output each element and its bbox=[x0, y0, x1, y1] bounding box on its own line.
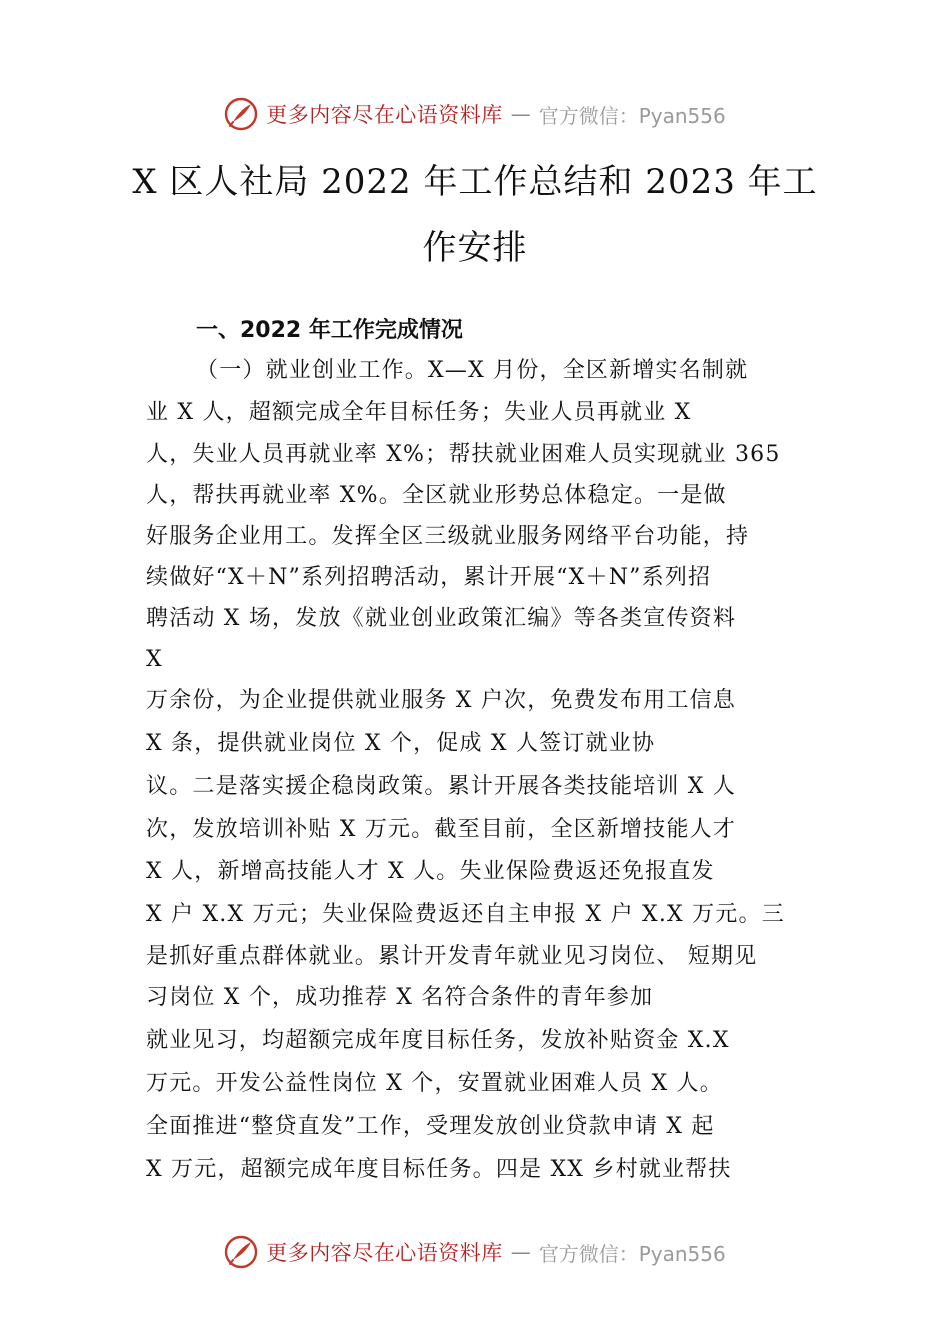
quill-logo-icon bbox=[224, 97, 258, 131]
body-line: 习岗位 X 个，成功推荐 X 名符合条件的青年参加 bbox=[146, 985, 654, 1010]
body-line: 人，失业人员再就业率 X%；帮扶就业困难人员实现就业 365 bbox=[146, 442, 781, 467]
body-line: 续做好“X＋N”系列招聘活动，累计开展“X＋N”系列招 bbox=[146, 565, 712, 590]
body-line: 人，帮扶再就业率 X%。全区就业形势总体稳定。一是做 bbox=[146, 483, 727, 508]
body-line: 聘活动 X 场，发放《就业创业政策汇编》等各类宣传资料 bbox=[146, 606, 737, 631]
body-line: X 人，新增高技能人才 X 人。失业保险费返还免报直发 bbox=[146, 859, 715, 884]
quill-logo-icon bbox=[224, 1235, 258, 1269]
section-heading: 一、2022 年工作完成情况 bbox=[196, 318, 463, 343]
body-line: X 条，提供就业岗位 X 个，促成 X 人签订就业协 bbox=[146, 731, 656, 756]
body-line: 好服务企业用工。发挥全区三级就业服务网络平台功能，持 bbox=[146, 524, 750, 549]
watermark-brand: 更多内容尽在心语资料库 bbox=[266, 1241, 503, 1265]
body-line: X 户 X.X 万元；失业保险费返还自主申报 X 户 X.X 万元。三 bbox=[146, 902, 785, 927]
body-line: 万元。开发公益性岗位 X 个，安置就业困难人员 X 人。 bbox=[146, 1071, 723, 1096]
watermark-contact: 官方微信：Pyan556 bbox=[538, 103, 726, 128]
body-line: 议。二是落实援企稳岗政策。累计开展各类技能培训 X 人 bbox=[146, 774, 737, 799]
watermark-brand: 更多内容尽在心语资料库 bbox=[266, 103, 503, 127]
body-line: 业 X 人，超额完成全年目标任务；失业人员再就业 X bbox=[146, 400, 692, 425]
body-line: 次，发放培训补贴 X 万元。截至目前，全区新增技能人才 bbox=[146, 817, 737, 842]
body-line: X 万元，超额完成年度目标任务。四是 XX 乡村就业帮扶 bbox=[146, 1157, 732, 1182]
body-line: X bbox=[146, 647, 163, 672]
watermark-separator: — bbox=[510, 102, 531, 126]
watermark-separator: — bbox=[510, 1240, 531, 1264]
body-line: 就业见习，均超额完成年度目标任务，发放补贴资金 X.X bbox=[146, 1028, 730, 1053]
body-line: 万余份，为企业提供就业服务 X 户次，免费发布用工信息 bbox=[146, 688, 737, 713]
body-line: 是抓好重点群体就业。累计开发青年就业见习岗位、 短期见 bbox=[146, 944, 758, 969]
body-line: 全面推进“整贷直发”工作，受理发放创业贷款申请 X 起 bbox=[146, 1114, 715, 1139]
watermark-contact: 官方微信：Pyan556 bbox=[538, 1241, 726, 1266]
watermark-header bbox=[0, 94, 950, 134]
watermark-footer bbox=[0, 1232, 950, 1272]
document-title-line-1: X 区人社局 2022 年工作总结和 2023 年工 bbox=[132, 162, 818, 202]
body-line: （一）就业创业工作。X—X 月份，全区新增实名制就 bbox=[196, 358, 749, 383]
document-title-line-2: 作安排 bbox=[422, 228, 528, 268]
